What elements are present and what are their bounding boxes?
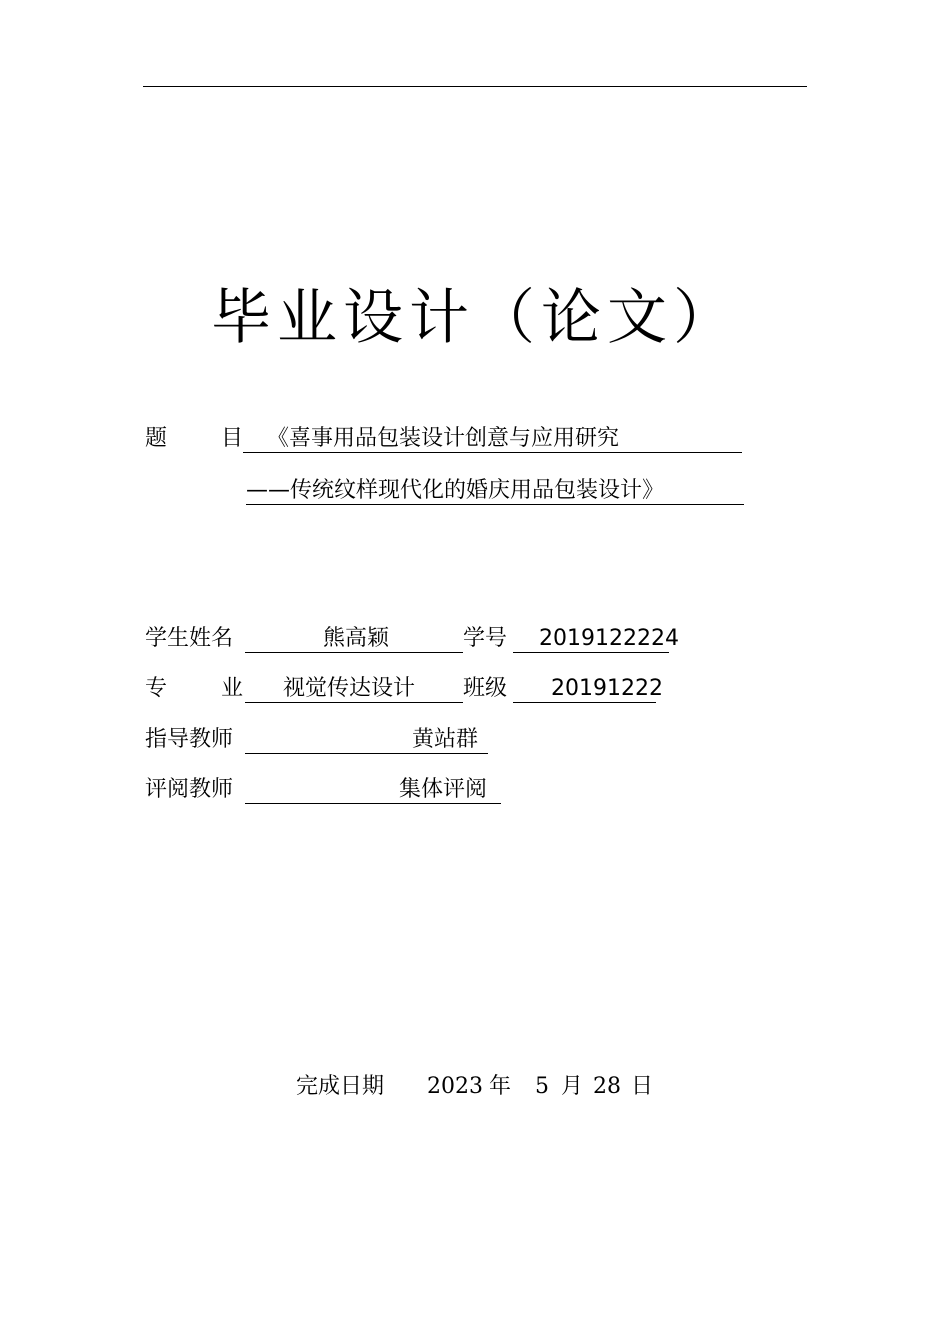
major-row: [145, 674, 663, 704]
major-label-2: 业: [221, 676, 244, 701]
student-id-label: 学号: [463, 626, 508, 651]
completion-year: 2023: [427, 1074, 483, 1099]
advisor-label: 指导教师: [145, 727, 234, 752]
completion-year-unit: 年: [489, 1074, 512, 1099]
major-value: 视觉传达设计: [245, 676, 463, 703]
main-title: 毕业设计（论文）: [211, 283, 739, 353]
student-name-value: 熊高颖: [245, 626, 463, 653]
topic-label-1: 题: [145, 426, 168, 451]
class-value: 20191222: [513, 676, 656, 703]
student-name-label: 学生姓名: [145, 626, 234, 651]
reviewer-row: [145, 775, 501, 805]
header-rule: [143, 86, 807, 87]
student-id-value: 2019122224: [513, 626, 669, 653]
completion-month-unit: 月: [561, 1074, 584, 1099]
completion-day-unit: 日: [631, 1074, 654, 1099]
topic-row-2: [246, 476, 744, 506]
topic-row: [145, 424, 742, 454]
topic-label-2: 目: [221, 426, 244, 451]
completion-date-label: 完成日期: [296, 1074, 385, 1099]
advisor-value: 黄站群: [245, 727, 488, 754]
class-label: 班级: [463, 676, 508, 701]
topic-line-1: 《喜事用品包装设计创意与应用研究: [243, 426, 742, 453]
completion-day: 28: [593, 1074, 621, 1099]
completion-date: [296, 1072, 653, 1102]
reviewer-label: 评阅教师: [145, 777, 234, 802]
advisor-row: [145, 725, 488, 755]
major-label-1: 专: [145, 676, 168, 701]
student-row: [145, 624, 679, 654]
completion-month: 5: [535, 1074, 549, 1099]
reviewer-value: 集体评阅: [245, 777, 501, 804]
topic-line-2: ——传统纹样现代化的婚庆用品包装设计》: [246, 478, 744, 505]
